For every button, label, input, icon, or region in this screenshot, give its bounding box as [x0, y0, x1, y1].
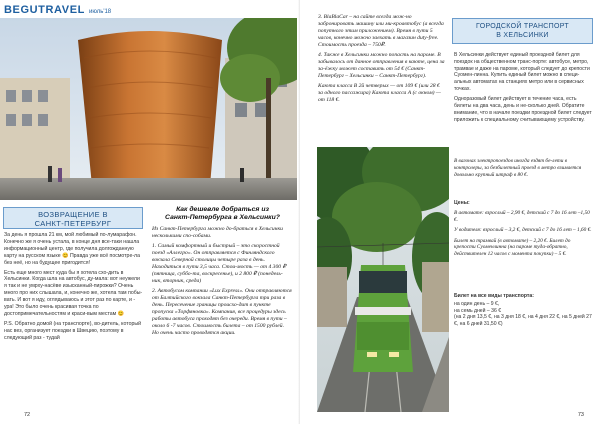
paragraph: Из Санкт-Петербурга можно до-браться в Хельсинки несколькими спо-собами.: [152, 226, 283, 239]
transport-options-text: [318, 14, 446, 107]
heading-line: Санкт-Петербурга в Хельсинки?: [165, 214, 280, 221]
page-number-right: 73: [577, 412, 584, 418]
paragraph: 3. BlaBlaCar – на сайте всегда мож-но забронировать машину или ми-кроавтобус (а всегда попутного этим приложением). Время в пути 5 часов, конечно можно заехать в магазин duty-free. Стоимость проезда – 750₽.: [318, 14, 444, 48]
prices-label: Цены:: [454, 200, 470, 206]
heading-line: Как дешевле добраться из: [176, 206, 269, 213]
paragraph: В вагонах электропоездов иногда ездят бе-лети в контролеры, за безбилетный проезд в метро взимается довольно крупный штраф в 80 €.: [454, 158, 582, 178]
paragraph: Одноразовый билет действует в течение часа, есть билеты на два часа, день и не-сколько дней. Обратите внимание, что в начале поездки проездной билет следует приложить к специальному считывающему устройству.: [454, 96, 592, 123]
prices-section: [454, 200, 593, 262]
paragraph: 2. Автобусом компании «Lux Express». Они отправляются от Балтийского вокзала Санкт-Петербурга три раза в день. Пересечение границы происхо-дит в пункте пропуска «Торфяновка». Компания, все процедуры здесь работы автобуса проходят без очереди. Время в пути – около 6 -7 часов. Стоимость билета – от 1500 рублей. Но очень часто проводятся акции.: [152, 288, 292, 336]
how-to-get-heading: [150, 206, 295, 222]
paragraph: P.S. Обратно домой (на транспорте), во-дитель, который нас вез, организует поездки в Швецию, поэтому в следующий раз - тудай: [4, 320, 141, 341]
paragraph: В Хельсинки действует единый проездной билет для поездок на общественном транс-порте: автобусе, метро, трамвае и даже на пароме, который следует до крепости Суомен-линна. Купить единый билет можно в специ-альных автоматах на станциях метро или в сервисных точках.: [454, 52, 590, 92]
fine-warning-text: [454, 158, 593, 182]
magazine-header: [4, 4, 111, 18]
heading-line: САНКТ-ПЕТЕРБУРГ: [34, 219, 112, 228]
passes-section: [454, 293, 593, 328]
heading-line: В ХЕЛЬСИНКИ: [496, 32, 549, 39]
price-line: В автомате: взрослый – 2,90 €, детский с 7 до 16 лет –1,50 €.: [454, 210, 590, 224]
paragraph: Есть еще много мест куда бы я хотела схо-дить в Хельсинки. Когда шла на автобус, ду-мала: вот неужели я так и не умрху-насёве изысканный-пирожки? Очень много про них слышала, и, конечно же, хотела там побы-вать. И вот я иду, оглядываюсь и этот раз по карте, и - ура! Это было очень красивая точка по достопримечательностям и краси-вым местам 😊: [4, 269, 143, 317]
left-column-text: [4, 232, 143, 345]
paragraph: 4. Также в Хельсинки можно попасть на пароме. В забывалось от данное отправления в каюте, цена за за-ёжку может составить от 54 € (Санкт-Петербург – Хельсинки – Санкт-Петербург).: [318, 52, 445, 79]
magazine-issue: июль'18: [88, 9, 112, 15]
paragraph: 1. Самый комфортный и быстрый – это скоростной поезд «Аллегро». Он отправляется с Финляндского вокзала Северной столицы четыре раза в день. Находиться в пути 3,5 часа. Стои-мость — от 4 300 ₽ (пятница, суббо-та, воскресенье), и 2 800 ₽ (понедель-ник, вторник, среда): [152, 243, 287, 284]
page-number-left: 72: [24, 412, 31, 418]
helsinki-tram-photo: [317, 147, 449, 412]
pass-line: на один день – 9 €,: [454, 300, 500, 307]
heading-line: ГОРОДСКОЙ ТРАНСПОРТ: [476, 23, 569, 30]
kamppi-chapel-photo: [0, 18, 297, 200]
section-heading-return: [3, 207, 143, 229]
pass-line: на семь дней – 36 €: [454, 307, 502, 314]
how-to-get-text: [152, 226, 292, 340]
heading-line: ВОЗВРАЩЕНИЕ В: [38, 210, 108, 219]
transport-sidebar: [450, 10, 595, 410]
magazine-brand: BEGUTRAVEL: [4, 4, 85, 16]
pass-line: (на 2 дня 13,5 €, на 3 дня 18 €, на 4 дня 22 €, на 5 дней 27 €, на 6 дней 31,50 €): [454, 314, 592, 328]
paragraph: За день я прошла 21 км, мой любимый по-лумарафон. Конечно же я очень устала, в конце дня все-таки нашла информационный центр, где получила долгожданную карту на русском языке 😊 Правда уже всё посмотре-ла без неё, но на будущее пригодится!: [4, 232, 140, 266]
paragraph: Каюта класса В 2й четверых — от 109 € (или 28 € за одного пассажира) Каюта класса А (с окном) — от 118 €.: [318, 83, 441, 103]
passes-label: Билет на все виды транспорта:: [454, 293, 534, 299]
price-line: Билет на трамвай (в автомате) – 2,20 €. Билет до крепости Суоменлинна (на пароме туда-обратно, действителен 12 часов с момента покупки) – 5 €.: [454, 237, 571, 258]
right-page: [300, 0, 600, 424]
transport-sidebar-text: [454, 52, 593, 127]
transport-sidebar-heading: [452, 18, 593, 44]
price-line: У водителя: взрослый – 3,2 €, детский с 7 до 16 лет – 1,60 €.: [454, 227, 592, 234]
